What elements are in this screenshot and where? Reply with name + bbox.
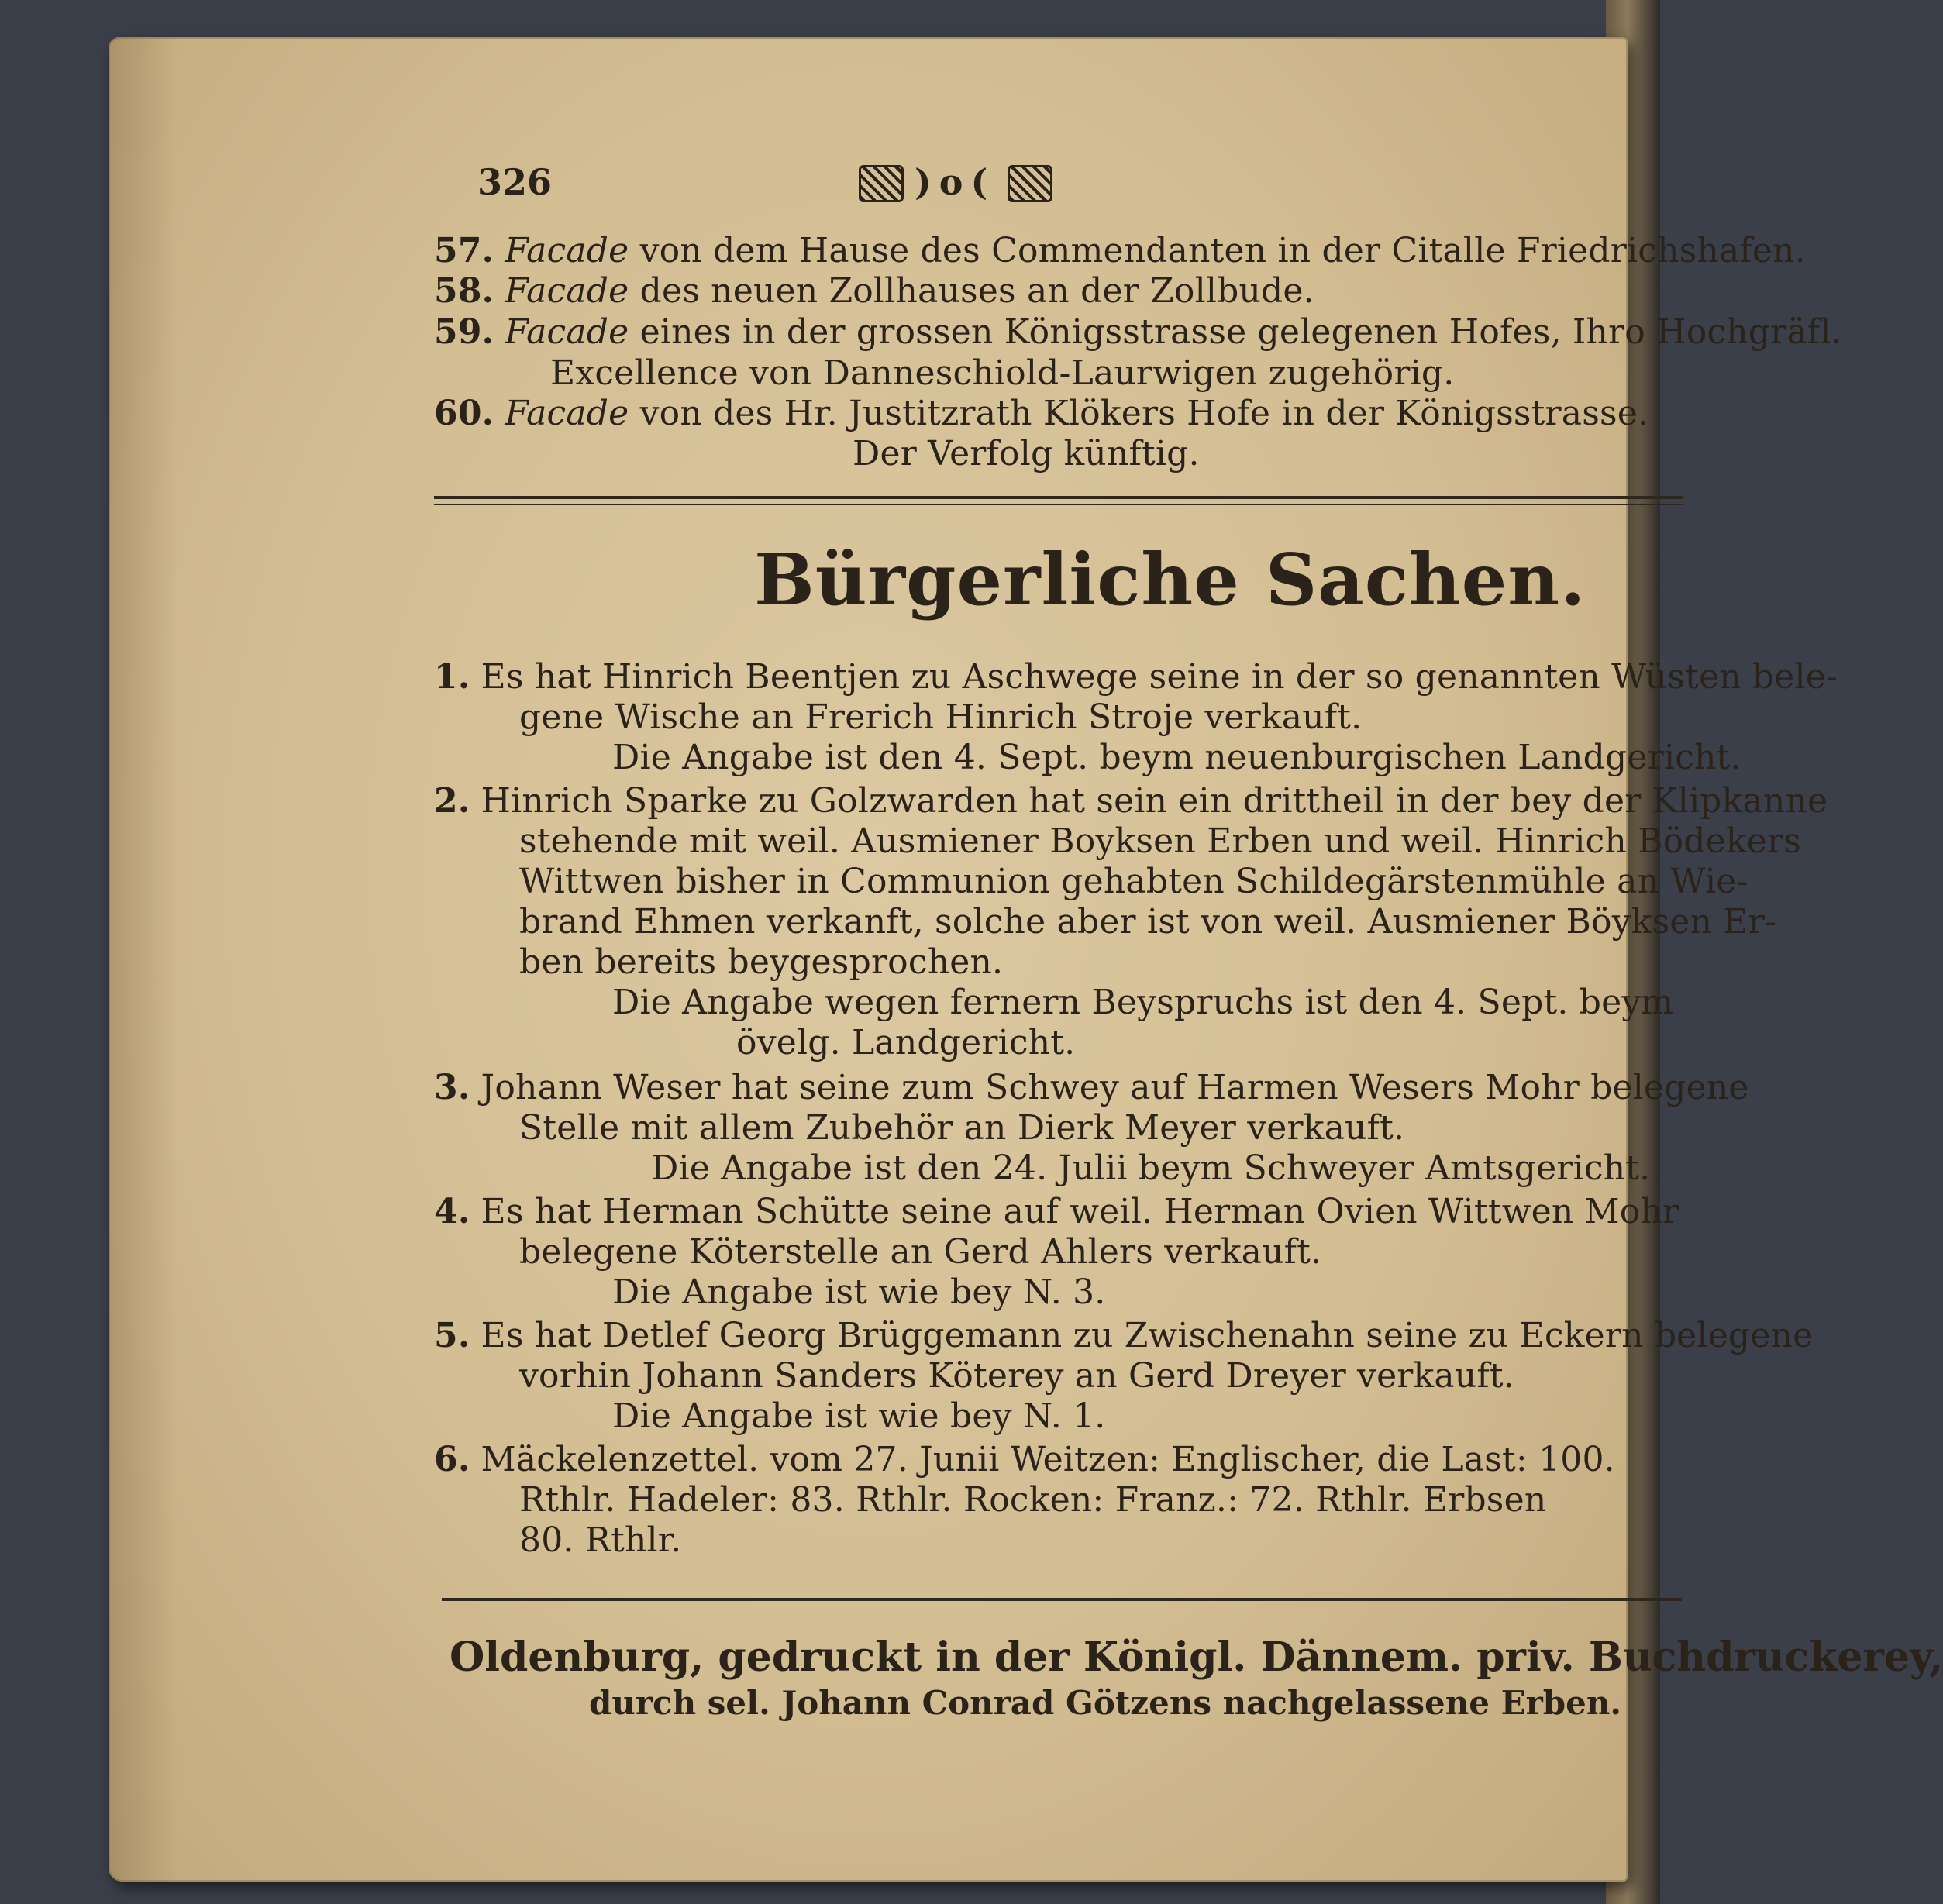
item-text: Wittwen bisher in Communion gehabten Schildegärstenmühle an Wie- xyxy=(519,862,1748,901)
item-number: 6. xyxy=(434,1440,470,1479)
item-1-note xyxy=(612,738,1741,778)
item-text: ben bereits beygesprochen. xyxy=(519,942,1004,982)
entry-label: Facade xyxy=(505,231,629,270)
item-3-line-1 xyxy=(434,1068,1749,1108)
item-6-line-1 xyxy=(434,1440,1615,1480)
item-text: Die Angabe wegen fernern Beyspruchs ist den 4. Sept. beym xyxy=(612,983,1674,1022)
entry-text: des neuen Zollhauses an der Zollbude. xyxy=(639,271,1314,311)
footer-divider xyxy=(442,1598,1682,1601)
item-6-line-2 xyxy=(519,1480,1546,1520)
continuation-note xyxy=(853,434,1200,474)
item-text: belegene Köterstelle an Gerd Ahlers verkauft. xyxy=(519,1232,1322,1272)
item-5-line-2 xyxy=(519,1356,1514,1396)
entry-label: Facade xyxy=(505,271,629,311)
entry-number: 57. xyxy=(434,231,494,270)
item-text: Die Angabe ist den 4. Sept. beym neuenburgischen Landgericht. xyxy=(612,738,1741,777)
header-ornament-left xyxy=(859,165,904,202)
item-5-line-1 xyxy=(434,1316,1813,1356)
item-2-line-4 xyxy=(519,902,1776,942)
item-text: 80. Rthlr. xyxy=(519,1520,682,1560)
entry-text: Excellence von Danneschiold-Laurwigen zugehörig. xyxy=(550,353,1455,393)
entry-59 xyxy=(434,312,1842,353)
entry-number: 60. xyxy=(434,394,494,433)
item-number: 2. xyxy=(434,781,470,821)
entry-label: Facade xyxy=(505,312,629,352)
item-text: Mäckelenzettel. vom 27. Junii Weitzen: Englischer, die Last: 100. xyxy=(481,1440,1615,1479)
item-3-line-2 xyxy=(519,1108,1404,1148)
section-title: Bürgerliche Sachen. xyxy=(754,538,1586,621)
item-text: stehende mit weil. Ausmiener Boyksen Erben und weil. Hinrich Bödekers xyxy=(519,821,1802,861)
header-ornament-right xyxy=(1008,165,1052,202)
entry-number: 58. xyxy=(434,271,494,311)
item-2-line-1 xyxy=(434,781,1828,821)
entry-text: von dem Hause des Commendanten in der Citalle Friedrichshafen. xyxy=(639,231,1806,270)
entry-text: Der Verfolg künftig. xyxy=(853,434,1200,473)
item-1-line-2 xyxy=(519,697,1362,738)
item-4-line-1 xyxy=(434,1192,1679,1232)
item-number: 5. xyxy=(434,1316,470,1355)
item-text: Es hat Herman Schütte seine auf weil. Herman Ovien Wittwen Mohr xyxy=(481,1192,1679,1231)
entry-57 xyxy=(434,231,1806,271)
item-text: brand Ehmen verkanft, solche aber ist von weil. Ausmiener Böyksen Er- xyxy=(519,902,1777,942)
item-text: Es hat Detlef Georg Brüggemann zu Zwischenahn seine zu Eckern belegene xyxy=(481,1316,1814,1355)
book-page xyxy=(109,37,1943,1882)
item-4-line-2 xyxy=(519,1232,1321,1272)
entry-text: von des Hr. Justitzrath Klökers Hofe in der Königsstrasse. xyxy=(639,394,1649,433)
item-text: Johann Weser hat seine zum Schwey auf Harmen Wesers Mohr belegene xyxy=(481,1068,1749,1107)
item-number: 4. xyxy=(434,1192,470,1231)
item-text: vorhin Johann Sanders Köterey an Gerd Dreyer verkauft. xyxy=(519,1356,1514,1396)
item-number: 3. xyxy=(434,1068,470,1107)
item-5-note xyxy=(612,1396,1105,1437)
item-2-line-3 xyxy=(519,862,1748,902)
entry-text: eines in der grossen Königsstrasse gelegenen Hofes, Ihro Hochgräfl. xyxy=(639,312,1842,352)
entry-59-cont xyxy=(550,353,1454,394)
header-mark: )o( xyxy=(915,161,996,203)
entry-60 xyxy=(434,394,1648,434)
item-text: gene Wische an Frerich Hinrich Stroje verkauft. xyxy=(519,697,1363,737)
item-text: Stelle mit allem Zubehör an Dierk Meyer verkauft. xyxy=(519,1108,1405,1148)
item-text: övelg. Landgericht. xyxy=(736,1023,1076,1062)
item-text: Es hat Hinrich Beentjen zu Aschwege seine in der so genannten Wüsten bele- xyxy=(481,657,1838,697)
item-text: Hinrich Sparke zu Golzwarden hat sein ein drittheil in der bey der Klipkanne xyxy=(481,781,1828,821)
page-text xyxy=(109,37,1943,1882)
item-4-note xyxy=(612,1272,1105,1313)
item-6-line-3 xyxy=(519,1520,681,1561)
page-number: 326 xyxy=(477,161,553,203)
item-1-line-1 xyxy=(434,657,1838,697)
item-number: 1. xyxy=(434,657,470,697)
item-2-note xyxy=(612,983,1673,1023)
imprint-line-1: Oldenburg, gedruckt in der Königl. Dännem. priv. Buchdruckerey, xyxy=(450,1634,1943,1681)
section-divider xyxy=(434,496,1683,499)
entry-number: 59. xyxy=(434,312,494,352)
item-2-line-2 xyxy=(519,821,1801,862)
entry-label: Facade xyxy=(505,394,629,433)
item-text: Die Angabe ist den 24. Julii beym Schweyer Amtsgericht. xyxy=(651,1148,1651,1188)
item-text: Die Angabe ist wie bey N. 1. xyxy=(612,1396,1106,1436)
item-text: Die Angabe ist wie bey N. 3. xyxy=(612,1272,1106,1312)
entry-58 xyxy=(434,271,1314,312)
item-text: Rthlr. Hadeler: 83. Rthlr. Rocken: Franz.: 72. Rthlr. Erbsen xyxy=(519,1480,1547,1520)
item-3-note xyxy=(651,1148,1650,1189)
item-2-line-5 xyxy=(519,942,1003,983)
item-2-note-cont xyxy=(736,1023,1075,1063)
section-divider-thin xyxy=(434,504,1683,505)
imprint-line-2: durch sel. Johann Conrad Götzens nachgelassene Erben. xyxy=(589,1684,1622,1722)
